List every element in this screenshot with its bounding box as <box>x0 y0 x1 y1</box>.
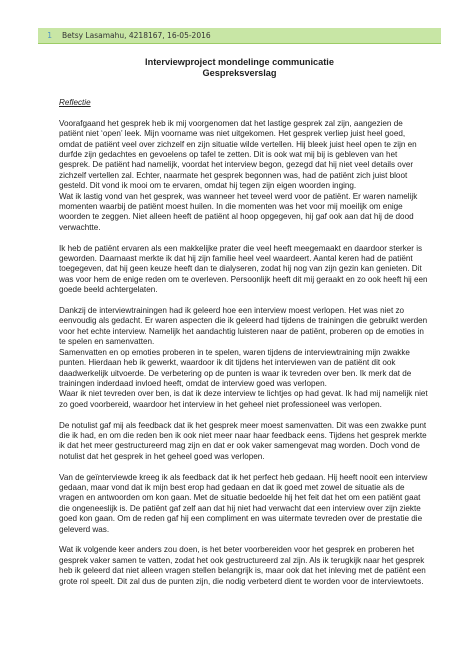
page-header-bar <box>38 28 441 44</box>
paragraph: Van de geïnterviewde kreeg ik als feedback dat ik het perfect heb gedaan. Hij heeft nooit een interview gedaan, maar vond dat ik mijn best erop had gedaan en dat ik goed met zowel de situatie als de vragen en antwoorden om kon gaan. Met de situatie bedoelde hij het feit dat het om een patiënt gaat die ongeneeslijk is. De patiënt gaf zelf aan dat hij niet had verwacht dat een interview over zijn ziekte goed kon gaan. Om de reden gaf hij een compliment en was uitermate tevreden over de prestatie die geleverd was. <box>59 472 428 534</box>
title-line-2: Gespreksverslag <box>202 68 277 78</box>
document-body <box>59 98 429 597</box>
line-number: 1 <box>47 31 52 40</box>
paragraph: Wat ik volgende keer anders zou doen, is het beter voorbereiden voor het gesprek en proberen het gesprek vaker samen te vatten, zodat het ook gestructureerd zal zijn. Als ik terugkijk naar het gesprek heb ik geleerd dat niet alleen vragen stellen belangrijk is, maar ook dat het inleving met de patiënt een grote rol speelt. Dit zal dus de punten zijn, die nodig verbeterd dient te worden voor de interviewtoets. <box>59 545 426 586</box>
paragraph: De notulist gaf mij als feedback dat ik het gesprek meer moest samenvatten. Dit was een zwakke punt die ik had, en om die reden ben ik ook niet meer naar haar feedback eens. Tijdens het gesprek merkte ik dat het meer gestructureerd mag zijn en dat er ook vaker samengevat mag worden. Doch vond de notulist dat het gesprek in het geheel goed was verlopen. <box>59 420 427 461</box>
paragraph: Voorafgaand het gesprek heb ik mij voorgenomen dat het lastige gesprek zal zijn, aangezien de patiënt niet ‘open’ leek. Mijn voorname was niet uitgekomen. Het gesprek verliep juist heel goed, omdat de patiënt veel over zichzelf en zijn situatie wilde vertellen. Hij bleek juist heel open te zijn en durfde zijn gedachtes en gevoelens op tafel te zetten. Dit is ook wat mij bij is gebleven van het gesprek. De patiënt had namelijk, voordat het interview begon, gezegd dat hij niet veel details over zichzelf vertellen zal. Echter, naarmate het gesprek begonnen was, had de patiënt zich juist bloot gesteld. Dit vond ik mooi om te ervaren, omdat hij tegen zijn eigen woorden inging. <box>59 118 417 191</box>
paragraph: Waar ik niet tevreden over ben, is dat ik deze interview te lichtjes op had gevat. Ik had mij namelijk niet zo goed voorbereid, waardoor het interview in het geheel niet professioneel was verlopen. <box>59 389 428 409</box>
title-line-1: Interviewproject mondelinge communicatie <box>145 57 334 67</box>
author-line: Betsy Lasamahu, 4218167, 16-05-2016 <box>62 31 211 40</box>
section-heading: Reflectie <box>59 98 91 107</box>
paragraph: Samenvatten en op emoties proberen in te spelen, waren tijdens de interviewtraining mijn zwakke punten. Hierdaan heb ik gewerkt, waardoor ik dit tijdens het interviewen van de patiënt dit ook daadwerkelijk uitvoerde. De verbetering op de punten is waar ik tevreden over ben. Ik merk dat de trainingen inderdaad invloed heeft, omdat de interview goed was verlopen. <box>59 347 412 388</box>
paragraph: Wat ik lastig vond van het gesprek, was wanneer het teveel werd voor de patiënt. Er waren namelijk momenten waarbij de patiënt moest huilen. In die momenten was het voor mij moeilijk om enige woorden te zeggen. Niet alleen heeft de patiënt al hoop opgegeven, hij gaf ook aan dat hij de dood verwachtte. <box>59 191 418 232</box>
document-title <box>38 57 441 79</box>
paragraph: Dankzij de interviewtrainingen had ik geleerd hoe een interview moest verlopen. Het was niet zo eenvoudig als gedacht. Er waren aspecten die ik geleerd had tijdens de trainingen die gebruikt werden voor het echte interview. Namelijk het aandachtig luisteren naar de patiënt, proberen op de emoties in te spelen en samenvatten. <box>59 306 428 347</box>
paragraph: Ik heb de patiënt ervaren als een makkelijke prater die veel heeft meegemaakt en daardoor sterker is geworden. Daarnaast merkte ik dat hij zijn familie heel veel waardeert. Aantal keren had de patiënt toegegeven, dat hij geen keuze heeft dan te dialyseren, zodat hij nog van zijn gezin kan genieten. Dit was voor hem de enige reden om te overleven. Persoonlijk heeft dit mij geraakt en zo ook heeft hij een goede beeld achtergelaten. <box>59 243 428 295</box>
